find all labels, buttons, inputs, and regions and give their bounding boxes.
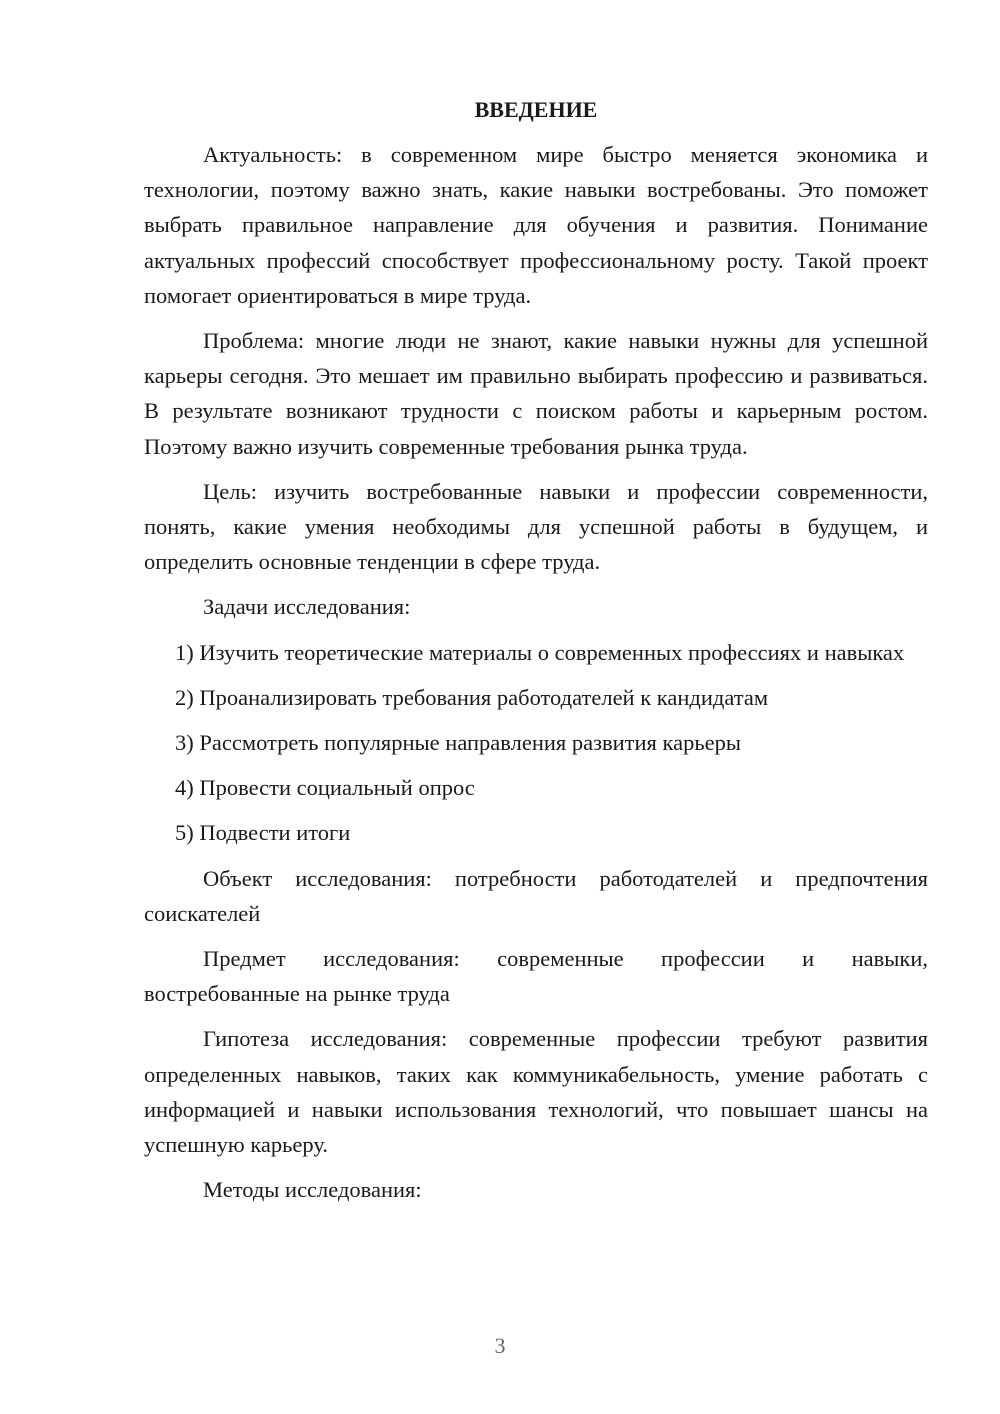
- task-item-2: 2) Проанализировать требования работодателей к кандидатам: [175, 684, 769, 710]
- task-item-4: 4) Провести социальный опрос: [175, 775, 475, 801]
- task-item-1: 1) Изучить теоретические материалы о современных профессиях и навыках: [175, 639, 905, 665]
- task-item-3: 3) Рассмотреть популярные направления развития карьеры: [175, 730, 741, 756]
- section-title: ВВЕДЕНИЕ: [474, 97, 598, 122]
- paragraph-methods: Методы исследования:: [203, 1177, 422, 1203]
- paragraph-hypothesis: Гипотеза исследования: современные профессии требуют развития определенных навыков, таких как коммуникабельность, умение работать с информацией и навыки использования технологий, что повышает шансы на успешную карьеру.: [144, 1026, 928, 1158]
- document-body: [144, 92, 928, 1217]
- page-number: 3: [494, 1333, 506, 1358]
- paragraph-relevance: Актуальность: в современном мире быстро меняется экономика и технологии, поэтому важно знать, какие навыки востребованы. Это поможет выбрать правильное направление для обучения и развития. Понимание актуальных профессий способствует профессиональному росту. Такой проект помогает ориентироваться в мире труда.: [144, 142, 928, 308]
- paragraph-tasks-heading: Задачи исследования:: [203, 594, 411, 620]
- paragraph-subject: Предмет исследования: современные профессии и навыки, востребованные на рынке труда: [144, 946, 928, 1007]
- paragraph-object: Объект исследования: потребности работодателей и предпочтения соискателей: [144, 865, 928, 926]
- paragraph-problem: Проблема: многие люди не знают, какие навыки нужны для успешной карьеры сегодня. Это мешает им правильно выбирать профессию и развиваться. В результате возникают трудности с поиском работы и карьерным ростом. Поэтому важно изучить современные требования рынка труда.: [144, 328, 928, 459]
- paragraph-goal: Цель: изучить востребованные навыки и профессии современности, понять, какие умения необходимы для успешной работы в будущем, и определить основные тенденции в сфере труда.: [144, 478, 928, 575]
- task-item-5: 5) Подвести итоги: [175, 820, 351, 846]
